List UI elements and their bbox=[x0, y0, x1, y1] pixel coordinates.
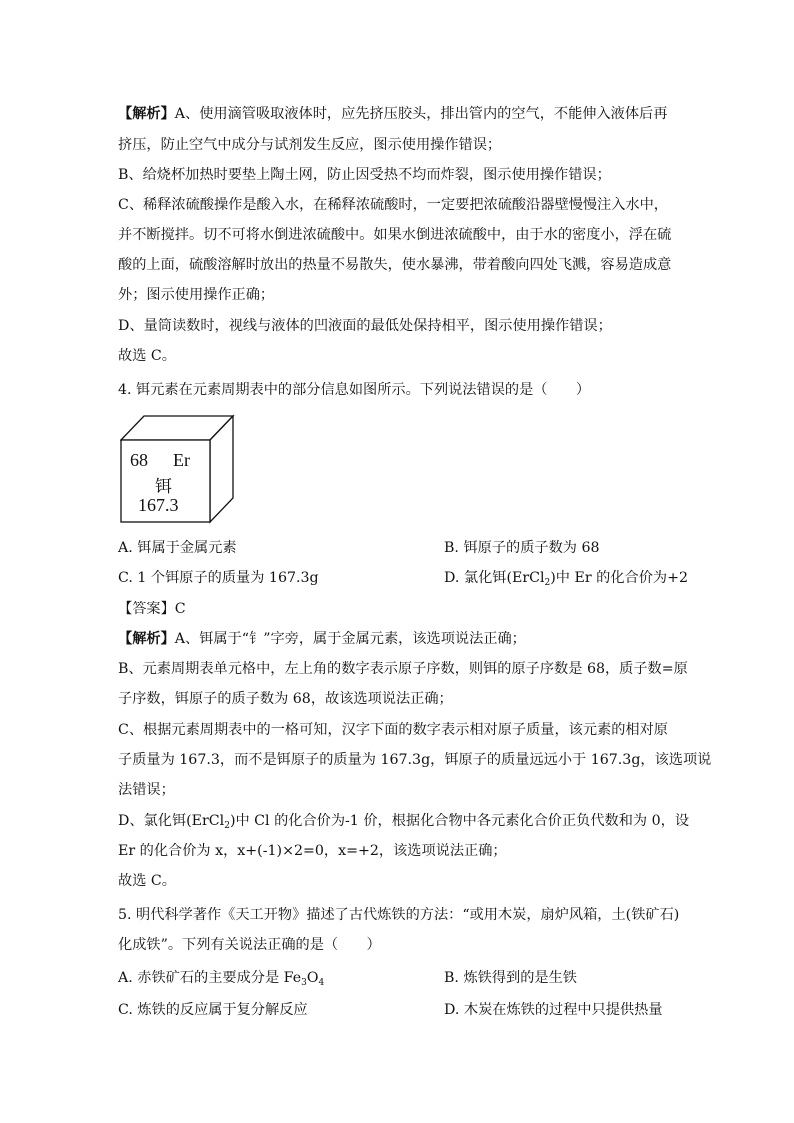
analysis-line: 酸的上面，硫酸溶解时放出的热量不易散失，使水暴沸，带着酸向四处飞溅，容易造成意 bbox=[118, 257, 672, 273]
analysis-line: 挤压，防止空气中成分与试剂发生反应，图示使用操作错误； bbox=[118, 137, 502, 153]
option-c: C. 炼铁的反应属于复分解反应 bbox=[118, 1002, 308, 1018]
option-c: C. 1 个铒原子的质量为 167.3g bbox=[118, 570, 319, 586]
atomic-number: 68 bbox=[130, 450, 148, 470]
analysis-line: 法错误； bbox=[118, 782, 175, 798]
question-stem: 4. 铒元素在元素周期表中的部分信息如图所示。下列说法错误的是（ ） bbox=[118, 382, 591, 398]
element-name: 铒 bbox=[155, 477, 172, 497]
analysis-line: 子序数，铒原子的质子数为 68，故该选项说法正确； bbox=[118, 691, 453, 707]
analysis-line: Er 的化合价为 x，x+(-1)×2=0，x=+2，该选项说法正确； bbox=[118, 843, 507, 859]
analysis-label: 【解析】 bbox=[118, 106, 175, 122]
option-a: A. 铒属于金属元素 bbox=[118, 540, 237, 556]
analysis-line: D、氯化铒(ErCl$_2$)中 Cl 的化合价为-1 价，根据化合物中各元素化合价正负代数和为 0，设 bbox=[118, 813, 690, 831]
question-stem: 5. 明代科学著作《天工开物》描述了古代炼铁的方法：“或用木炭，扇炉风箱，土(铁矿石) bbox=[118, 907, 680, 923]
element-symbol: Er bbox=[173, 450, 190, 470]
option-b: B. 炼铁得到的是生铁 bbox=[444, 970, 577, 986]
analysis-line: B、给烧杯加热时要垫上陶土网，防止因受热不均而炸裂，图示使用操作错误； bbox=[118, 167, 611, 183]
conclusion-line: 故选 C。 bbox=[118, 348, 176, 364]
analysis-line: 【解析】A、铒属于“钅”字旁，属于金属元素，该选项说法正确； bbox=[118, 631, 526, 647]
option-a: A. 赤铁矿石的主要成分是 $Fe_3O_4$ bbox=[118, 970, 325, 988]
analysis-line: C、根据元素周期表中的一格可知，汉字下面的数字表示相对原子质量，该元素的相对原 bbox=[118, 722, 668, 738]
analysis-line: D、量筒读数时，视线与液体的凹液面的最低处保持相平，图示使用操作错误； bbox=[118, 318, 612, 334]
conclusion-line: 故选 C。 bbox=[118, 873, 176, 889]
option-d: D. 氯化铒(ErCl$_2$)中 Er 的化合价为+2 bbox=[444, 570, 688, 588]
analysis-line: 并不断搅拌。切不可将水倒进浓硫酸中。如果水倒进浓硫酸中，由于水的密度小，浮在硫 bbox=[118, 227, 672, 243]
periodic-table-cell bbox=[120, 414, 240, 526]
analysis-line: B、元素周期表单元格中，左上角的数字表示原子序数，则铒的原子序数是 68，质子数=原 bbox=[118, 661, 688, 677]
atomic-mass: 167.3 bbox=[138, 495, 179, 515]
answer-line: 【答案】C bbox=[118, 601, 186, 617]
question-stem: 化成铁”。下列有关说法正确的是（ ） bbox=[118, 937, 381, 953]
option-d: D. 木炭在炼铁的过程中只提供热量 bbox=[444, 1002, 663, 1018]
analysis-label: 【解析】 bbox=[118, 631, 175, 647]
analysis-line: 【解析】A、使用滴管吸取液体时，应先挤压胶头，排出管内的空气，不能伸入液体后再 bbox=[118, 106, 668, 122]
analysis-line: 外；图示使用操作正确； bbox=[118, 287, 275, 303]
analysis-line: C、稀释浓硫酸操作是酸入水，在稀释浓硫酸时，一定要把浓硫酸沿器壁慢慢注入水中， bbox=[118, 197, 668, 213]
analysis-line: 子质量为 167.3，而不是铒原子的质量为 167.3g，铒原子的质量远远小于 167.3g，该选项说 bbox=[118, 752, 712, 768]
option-b: B. 铒原子的质子数为 68 bbox=[444, 540, 600, 556]
